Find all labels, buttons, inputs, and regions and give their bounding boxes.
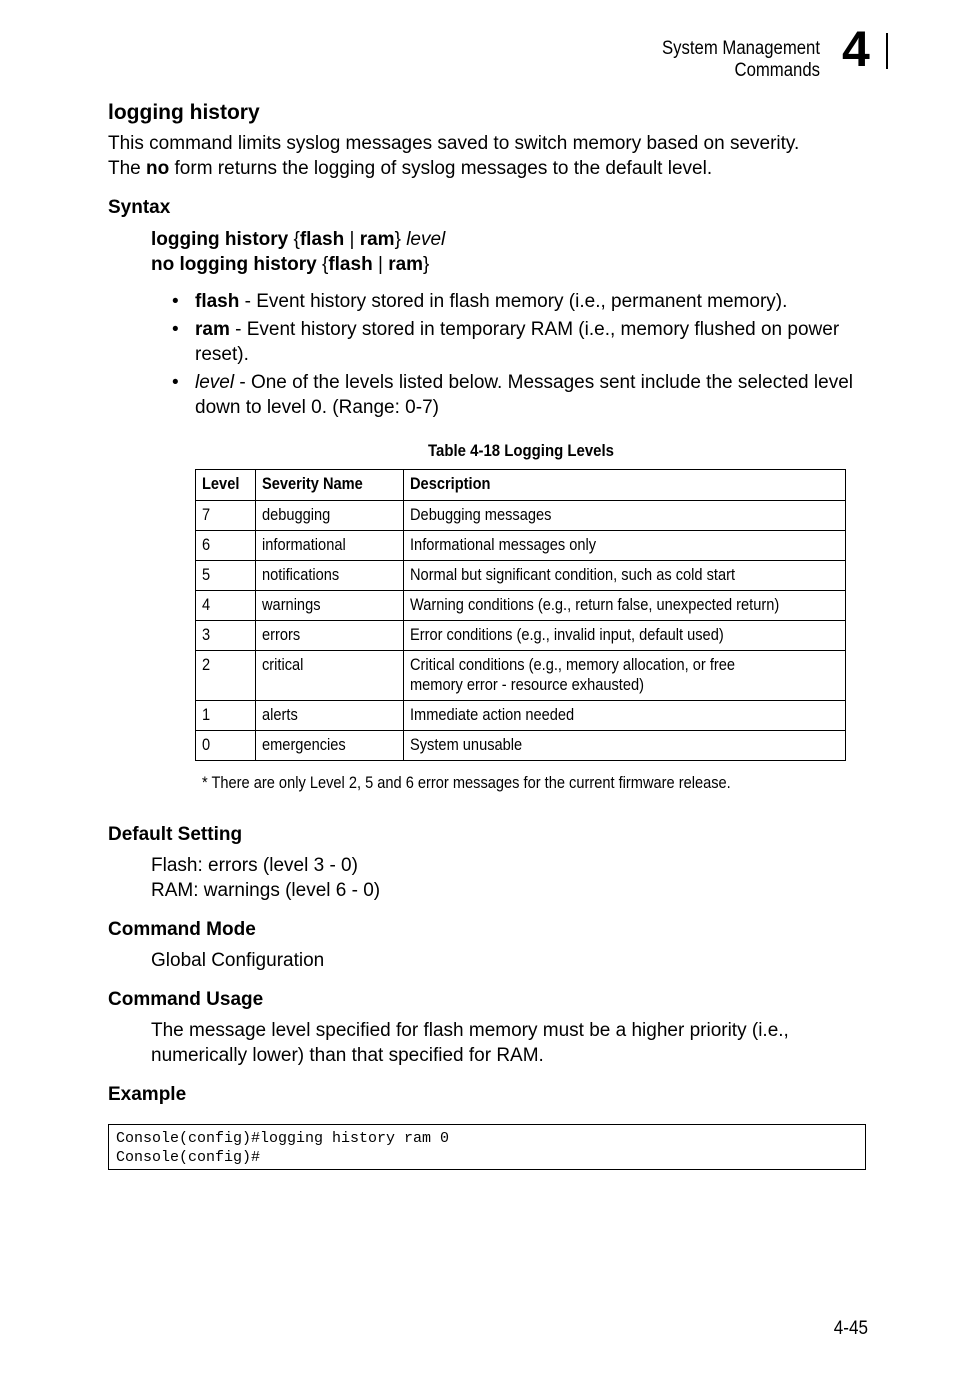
level-cell: 4	[196, 591, 256, 621]
param-desc: - One of the levels listed below. Messages sent include the selected level down to level 0. (Range: 0-7)	[195, 372, 853, 418]
command-usage-line-1: The message level specified for flash memory must be a higher priority (i.e.,	[151, 1020, 789, 1041]
param-term: flash	[195, 291, 240, 312]
description-cell: Critical conditions (e.g., memory allocation, or free memory error - resource exhausted)	[403, 651, 845, 701]
level-cell: 2	[196, 651, 256, 701]
command-mode-text: Global Configuration	[151, 950, 325, 971]
syntax-opt-flash: flash	[299, 229, 345, 250]
table-row	[196, 591, 846, 621]
header-cell-severity: Severity Name	[255, 470, 403, 501]
command-usage-heading: Command Usage	[108, 989, 264, 1010]
intro-no-keyword: no	[146, 158, 170, 179]
list-item	[172, 370, 872, 420]
page-number: 4-45	[833, 1318, 868, 1339]
command-usage-line-2: numerically lower) than that specified for RAM.	[151, 1045, 544, 1066]
command-mode-heading: Command Mode	[108, 919, 256, 940]
syntax-brace: }	[423, 254, 430, 275]
syntax-opt-ram: ram	[388, 254, 424, 275]
intro-line-2-pre: The	[108, 158, 147, 179]
severity-cell: debugging	[255, 501, 403, 531]
syntax-line-2	[151, 252, 445, 277]
description-cell: Immediate action needed	[403, 701, 845, 731]
table-row	[196, 651, 846, 701]
description-cell: Normal but significant condition, such as cold start	[403, 561, 845, 591]
example-heading: Example	[108, 1084, 187, 1105]
syntax-block	[151, 227, 445, 277]
default-ram: RAM: warnings (level 6 - 0)	[151, 880, 381, 901]
code-line: Console(config)#logging history ram 0	[116, 1130, 450, 1147]
chapter-number: 4	[842, 21, 870, 77]
param-term: level	[195, 372, 235, 393]
severity-cell: critical	[255, 651, 403, 701]
logging-levels-table	[195, 469, 846, 761]
table-row	[196, 531, 846, 561]
param-desc: - Event history stored in temporary RAM (i.e., memory flushed on power reset).	[195, 319, 840, 365]
table-header-row	[196, 470, 846, 501]
syntax-sep: |	[372, 254, 389, 275]
running-header-title: System Management Commands	[662, 38, 820, 81]
syntax-brace: {	[316, 254, 329, 275]
level-cell: 1	[196, 701, 256, 731]
example-code-block	[108, 1124, 866, 1170]
chapter-divider	[886, 33, 888, 69]
table-row	[196, 701, 846, 731]
syntax-cmd-no: no logging history	[151, 254, 317, 275]
default-flash: Flash: errors (level 3 - 0)	[151, 855, 358, 876]
table-footnote: * There are only Level 2, 5 and 6 error messages for the current firmware release.	[202, 773, 731, 792]
parameter-list	[172, 289, 872, 423]
code-line: Console(config)#	[116, 1149, 261, 1166]
syntax-arg-level: level	[406, 229, 446, 250]
default-setting-text	[151, 853, 380, 903]
level-cell: 0	[196, 731, 256, 761]
level-cell: 6	[196, 531, 256, 561]
level-cell: 3	[196, 621, 256, 651]
severity-cell: informational	[255, 531, 403, 561]
table-row	[196, 621, 846, 651]
syntax-opt-ram: ram	[359, 229, 395, 250]
param-term: ram	[195, 319, 230, 340]
table-row	[196, 731, 846, 761]
syntax-heading: Syntax	[108, 197, 171, 218]
list-item	[172, 317, 872, 367]
description-cell: System unusable	[403, 731, 845, 761]
level-cell: 7	[196, 501, 256, 531]
syntax-cmd: logging history	[151, 229, 289, 250]
description-cell: Informational messages only	[403, 531, 845, 561]
severity-cell: warnings	[255, 591, 403, 621]
severity-cell: emergencies	[255, 731, 403, 761]
syntax-line-1	[151, 227, 445, 252]
table-row	[196, 561, 846, 591]
severity-cell: notifications	[255, 561, 403, 591]
syntax-sep: |	[344, 229, 360, 250]
list-item	[172, 289, 872, 314]
command-usage-text	[151, 1018, 871, 1068]
default-setting-heading: Default Setting	[108, 824, 243, 845]
intro-line-1: This command limits syslog messages saved to switch memory based on severity.	[108, 133, 800, 154]
param-desc: - Event history stored in flash memory (i.e., permanent memory).	[239, 291, 788, 312]
syntax-brace: }	[394, 229, 407, 250]
severity-cell: errors	[255, 621, 403, 651]
intro-paragraph	[108, 131, 888, 181]
intro-line-2-post: form returns the logging of syslog messages to the default level.	[169, 158, 713, 179]
header-cell-level: Level	[196, 470, 256, 501]
level-cell: 5	[196, 561, 256, 591]
description-cell: Debugging messages	[403, 501, 845, 531]
syntax-brace: {	[288, 229, 300, 250]
table-row	[196, 501, 846, 531]
header-cell-description: Description	[403, 470, 845, 501]
table-caption: Table 4-18 Logging Levels	[428, 441, 614, 460]
description-cell: Warning conditions (e.g., return false, unexpected return)	[403, 591, 845, 621]
syntax-opt-flash: flash	[328, 254, 373, 275]
command-heading: logging history	[108, 101, 260, 124]
severity-cell: alerts	[255, 701, 403, 731]
description-cell: Error conditions (e.g., invalid input, default used)	[403, 621, 845, 651]
